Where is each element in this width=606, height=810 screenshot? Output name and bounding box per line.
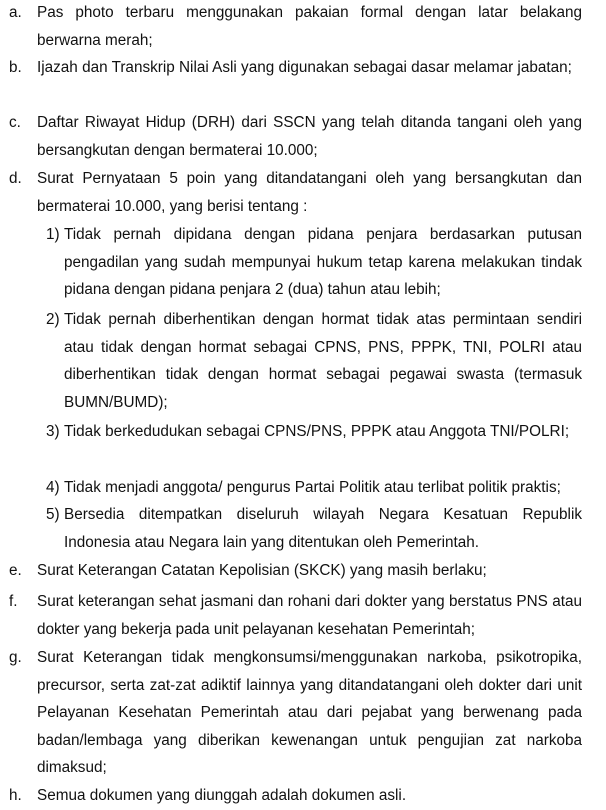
point-text: Tidak berkedudukan sebagai CPNS/PNS, PPPK atau Anggota TNI/POLRI;: [64, 423, 570, 440]
point-text: Bersedia ditempatkan diseluruh wilayah Negara Kesatuan Republik Indonesia atau Negara lain yang ditentukan oleh Pemerintah.: [64, 506, 582, 551]
point-label: 4): [46, 479, 60, 496]
point-label: 2): [46, 311, 60, 328]
item-label: h.: [9, 787, 22, 804]
item-label: c.: [9, 114, 21, 131]
item-text: Semua dokumen yang diunggah adalah dokumen asli.: [37, 787, 407, 804]
item-text: Ijazah dan Transkrip Nilai Asli yang digunakan sebagai dasar melamar jabatan;: [37, 59, 572, 76]
item-label: d.: [9, 170, 22, 187]
point-text: Tidak menjadi anggota/ pengurus Partai Politik atau terlibat politik praktis;: [64, 479, 561, 496]
item-label: g.: [9, 649, 22, 666]
item-text: Surat keterangan sehat jasmani dan rohani dari dokter yang berstatus PNS atau dokter yang bekerja pada unit pelayanan kesehatan Pemerintah;: [37, 593, 582, 638]
item-label: b.: [9, 59, 22, 76]
item-text: Surat Pernyataan 5 poin yang ditandatangani oleh yang bersangkutan dan bermaterai 10.000, yang berisi tentang :: [37, 170, 582, 215]
point-text: Tidak pernah diberhentikan dengan hormat tidak atas permintaan sendiri atau tidak dengan hormat sebagai CPNS, PNS, PPPK, TNI, POLRI atau diberhentikan tidak dengan hormat sebagai pegawai swasta (termasuk BUMN/BUMD);: [64, 311, 582, 411]
item-text: Pas photo terbaru menggunakan pakaian formal dengan latar belakang berwarna merah;: [37, 4, 582, 49]
point-label: 3): [46, 423, 60, 440]
item-label: f.: [9, 593, 18, 610]
item-text: Surat Keterangan Catatan Kepolisian (SKCK) yang masih berlaku;: [37, 562, 487, 579]
item-text: Surat Keterangan tidak mengkonsumsi/menggunakan narkoba, psikotropika, precursor, serta zat-zat adiktif lainnya yang ditandatangani oleh dokter dari unit Pelayanan Kesehatan Pemerintah atau dari pejabat yang berwenang pada badan/lembaga yang diberikan kewenangan untuk pengujian zat narkoba dimaksud;: [37, 649, 582, 776]
point-label: 1): [46, 226, 60, 243]
point-label: 5): [46, 506, 60, 523]
item-label: e.: [9, 562, 22, 579]
item-label: a.: [9, 4, 22, 21]
point-text: Tidak pernah dipidana dengan pidana penjara berdasarkan putusan pengadilan yang sudah mempunyai hukum tetap karena melakukan tindak pidana dengan pidana penjara 2 (dua) tahun atau lebih;: [64, 226, 582, 298]
item-text: Daftar Riwayat Hidup (DRH) dari SSCN yang telah ditanda tangani oleh yang bersangkutan dengan bermaterai 10.000;: [37, 114, 582, 159]
